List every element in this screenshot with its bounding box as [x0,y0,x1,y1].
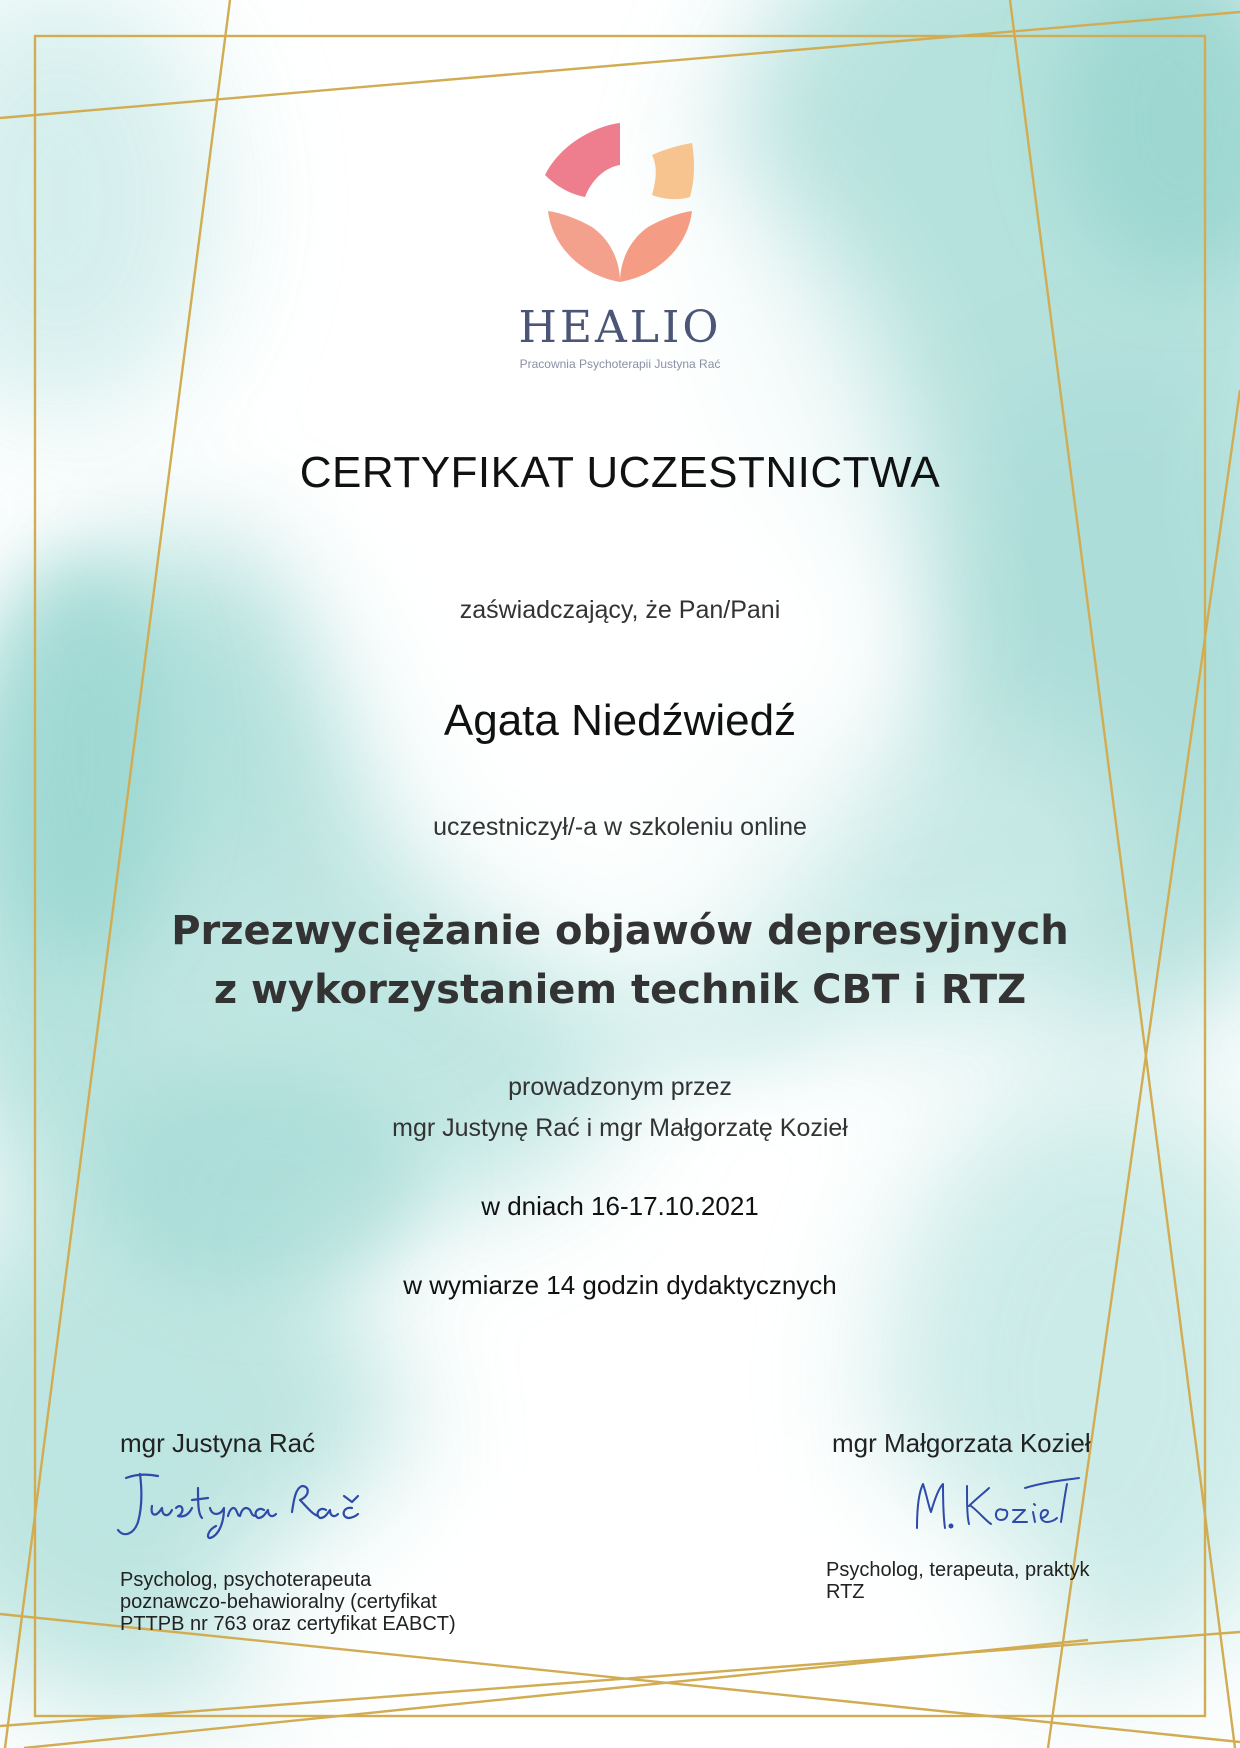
right-signatory-name: mgr Małgorzata Kozieł [832,1428,1091,1458]
participation-text: uczestniczył/-a w szkoleniu online [433,813,807,841]
left-signatory-description [120,1569,520,1635]
course-dates: w dniach 16-17.10.2021 [481,1191,759,1221]
brand-name: HEALIO [518,302,722,353]
right-signatory-description [826,1559,1146,1603]
healio-logo-icon [540,115,700,290]
led-by-line-2: mgr Justynę Rać i mgr Małgorzatę Kozieł [392,1114,848,1142]
led-by-line-1: prowadzonym przez [508,1073,732,1101]
intro-text: zaświadczający, że Pan/Pani [459,596,781,624]
left-signatory-name: mgr Justyna Rać [120,1428,316,1458]
right-description-line: Psycholog, terapeuta, praktyk [826,1559,1090,1581]
left-description-line: Psycholog, psychoterapeuta [120,1569,372,1591]
left-description-line: poznawczo-behawioralny (certyfikat [120,1591,437,1613]
course-title-line-1: Przezwyciężanie objawów depresyjnych [171,908,1069,954]
right-description-line: RTZ [826,1581,865,1603]
brand-subtitle: Pracownia Psychoterapii Justyna Rać [519,357,721,371]
course-title-line-2: z wykorzystaniem technik CBT i RTZ [213,967,1027,1013]
left-description-line: PTTPB nr 763 oraz certyfikat EABCT) [120,1613,456,1635]
certificate-title: CERTYFIKAT UCZESTNICTWA [299,448,941,497]
right-handwritten-signature [905,1458,1085,1538]
course-hours: w wymiarze 14 godzin dydaktycznych [403,1270,837,1300]
left-handwritten-signature [112,1468,362,1548]
participant-name: Agata Niedźwiedź [443,696,797,745]
